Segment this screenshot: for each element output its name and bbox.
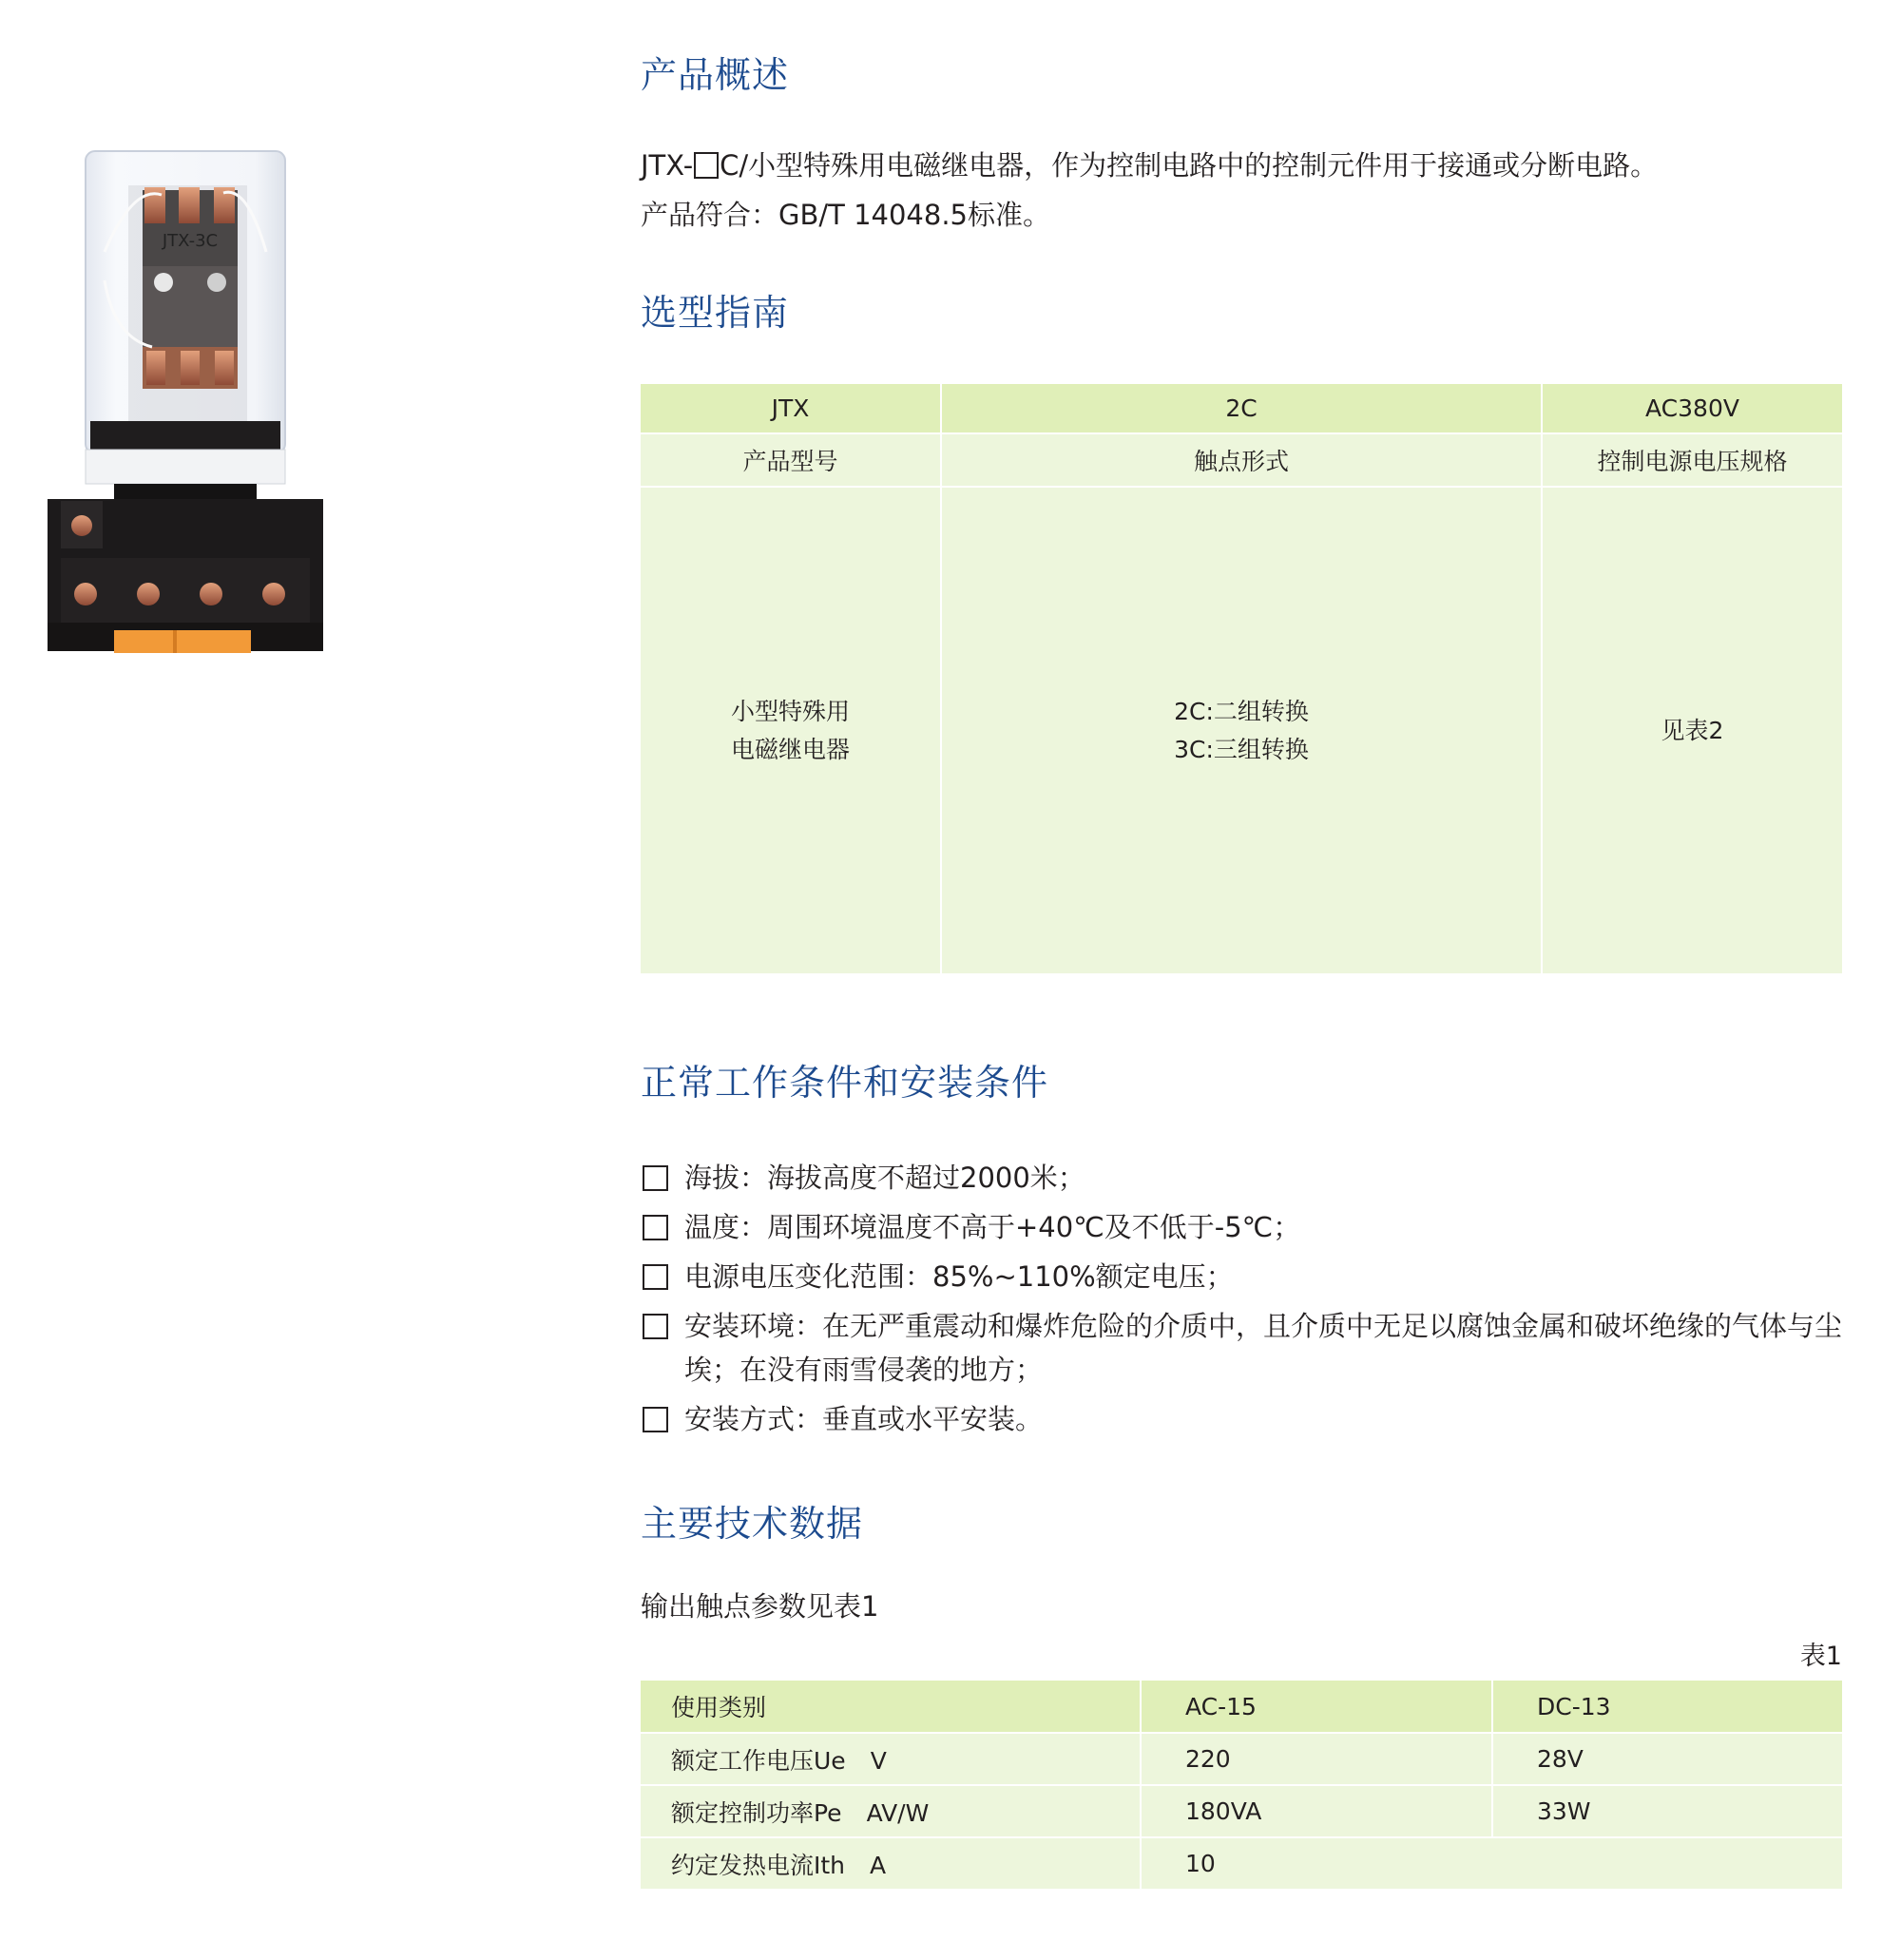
row-unit: V [870,1746,887,1775]
row-label: 约定发热电流Ith [671,1851,846,1879]
relay-model-print: JTX-3C [162,231,219,251]
technical-table [641,1681,1842,1891]
overview-text [641,141,1658,240]
checkbox-square-icon [643,1264,668,1290]
relay-product-image [48,147,323,661]
checkbox-square-icon [643,1314,668,1339]
overview-heading: 产品概述 [641,54,790,96]
overview-line-2: 产品符合：GB/T 14048.5标准。 [641,199,1050,231]
selection-table [641,384,1842,973]
list-item: 温度：周围环境温度不高于+40℃及不低于-5℃； [641,1205,1848,1249]
row-unit: AV/W [866,1798,930,1827]
desc-voltage: 见表2 [1542,487,1842,973]
row-ac-value: 10 [1141,1837,1842,1890]
list-item: 安装环境：在无严重震动和爆炸危险的介质中，且介质中无足以腐蚀金属和破坏绝缘的气体与尘埃；在没有雨雪侵袭的地方； [641,1304,1848,1392]
header-dc13: DC-13 [1492,1681,1842,1733]
code-model: JTX [641,384,941,433]
conditions-list [641,1156,1848,1447]
technical-heading: 主要技术数据 [641,1503,864,1545]
row-unit: A [870,1851,887,1879]
row-label: 额定工作电压Ue [671,1746,846,1775]
selection-heading: 选型指南 [641,292,790,334]
row-label: 额定控制功率Pe [671,1798,842,1827]
list-item: 海拔：海拔高度不超过2000米； [641,1156,1848,1200]
header-category: 使用类别 [641,1681,1141,1733]
header-ac15: AC-15 [1141,1681,1492,1733]
row-ac-value: 220 [1141,1733,1492,1785]
table-row [641,1837,1842,1890]
checkbox-square-icon [643,1165,668,1191]
table-row [641,1733,1842,1785]
row-dc-value: 28V [1492,1733,1842,1785]
label-voltage: 控制电源电压规格 [1542,433,1842,487]
code-contact: 2C [941,384,1542,433]
label-model: 产品型号 [641,433,941,487]
overview-line-1: JTX- C/小型特殊用电磁继电器，作为控制电路中的控制元件用于接通或分断电路。 [641,149,1659,182]
row-dc-value: 33W [1492,1785,1842,1837]
checkbox-square-icon [643,1407,668,1432]
checkbox-square-icon [643,1215,668,1240]
list-item: 安装方式：垂直或水平安装。 [641,1397,1848,1441]
conditions-heading: 正常工作条件和安装条件 [641,1062,1049,1104]
code-voltage: AC380V [1542,384,1842,433]
table-row [641,1785,1842,1837]
technical-intro: 输出触点参数见表1 [641,1590,879,1623]
desc-model: 小型特殊用 电磁继电器 [641,487,941,973]
row-ac-value: 180VA [1141,1785,1492,1837]
table-caption: 表1 [1799,1642,1842,1671]
placeholder-square-icon [694,152,719,179]
desc-contact: 2C:二组转换 3C:三组转换 [941,487,1542,973]
list-item: 电源电压变化范围：85%~110%额定电压； [641,1255,1848,1298]
label-contact: 触点形式 [941,433,1542,487]
